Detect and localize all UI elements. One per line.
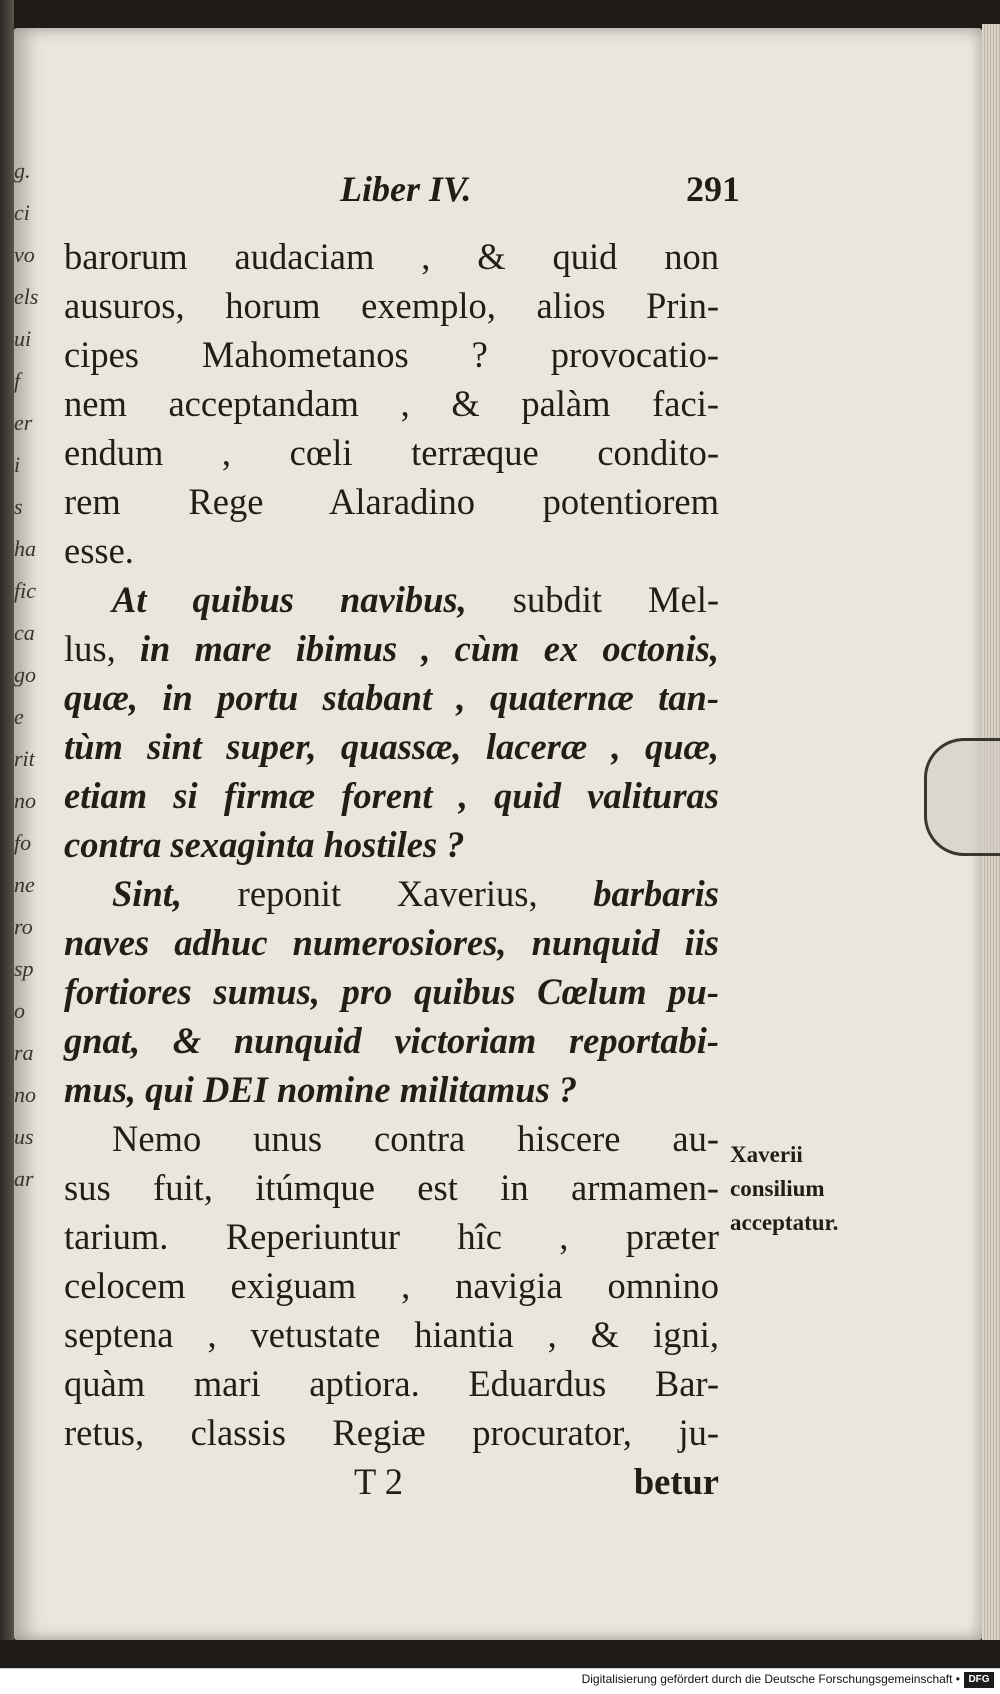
signature-line [64,1457,719,1506]
text-segment: reponit Xaverius, [182,873,594,914]
gutter-fragment: vo [14,242,35,267]
text-line [64,722,719,771]
text-line [64,575,719,624]
text-line [64,379,719,428]
text-line [64,330,719,379]
text-segment: Nemo unus contra hiscere au- [112,1118,719,1159]
text-segment: subdit Mel- [466,579,720,620]
text-segment: tarium. Reperiuntur hîc , præter [64,1216,719,1257]
text-segment: ausuros, horum exemplo, alios Prin- [64,285,719,326]
text-segment: septena , vetustate hiantia , & igni, [64,1314,719,1355]
catchword: betur [633,1461,719,1502]
funding-credit: Digitalisierung gefördert durch die Deutsche Forschungsgemeinschaft • [581,1672,960,1686]
bookmark-clip [924,738,1000,856]
text-segment: barorum audaciam , & quid non [64,236,719,277]
text-segment: nem acceptandam , & palàm faci- [64,383,719,424]
text-line [64,967,719,1016]
body-text [64,232,719,1506]
gutter-fragment: go [14,662,36,687]
text-segment: esse. [64,530,134,571]
italic-segment: tùm sint super, quassæ, laceræ , quæ, [64,726,719,767]
text-line [64,1359,719,1408]
marginal-note-line: acceptatur. [730,1210,839,1235]
text-segment: celocem exiguam , navigia omnino [64,1265,719,1306]
italic-segment: contra sexaginta hostiles ? [64,824,465,865]
text-line [64,526,719,575]
gutter-fragment: sp [14,956,34,981]
marginal-note-line: consilium [730,1176,825,1201]
text-line [64,1261,719,1310]
italic-segment: mus, qui DEI nomine militamus ? [64,1069,578,1110]
text-segment: endum , cœli terræque condito- [64,432,719,473]
gutter-fragment: er [14,410,33,435]
gutter-fragment: no [14,1082,36,1107]
gutter-fragment: rit [14,746,35,771]
italic-segment: naves adhuc numerosiores, nunquid iis [64,922,719,963]
gutter-fragment: i [14,452,21,477]
text-line [64,428,719,477]
text-line [64,1114,719,1163]
text-line [64,1065,719,1114]
gutter-fragment: ui [14,326,32,351]
gutter-fragment: ca [14,620,35,645]
text-segment: rem Rege Alaradino potentiorem [64,481,719,522]
gutter-fragment: f [14,368,21,393]
gutter-fragment: ci [14,200,30,225]
text-line [64,624,719,673]
marginal-note-line: Xaverii [730,1142,803,1167]
text-segment: sus fuit, itúmque est in armamen- [64,1167,719,1208]
text-line [64,1408,719,1457]
italic-segment: Sint, [112,873,183,914]
text-line [64,820,719,869]
italic-segment: gnat, & nunquid victoriam reportabi- [64,1020,719,1061]
facing-page-edge [0,0,14,1640]
text-line [64,869,719,918]
text-segment: cipes Mahometanos ? provocatio- [64,334,719,375]
text-line [64,281,719,330]
gutter-fragment: ne [14,872,35,897]
italic-segment: fortiores sumus, pro quibus Cœlum pu- [64,971,719,1012]
gutter-fragment: o [14,998,25,1023]
italic-segment: etiam si firmæ forent , quid valituras [64,775,719,816]
gutter-fragments [14,150,39,1200]
page-number: 291 [686,169,740,209]
text-segment: lus, [64,628,140,669]
text-line [64,477,719,526]
text-line [64,1016,719,1065]
text-segment: quàm mari aptiora. Eduardus Bar- [64,1363,719,1404]
gutter-fragment: e [14,704,24,729]
text-line [64,1310,719,1359]
gutter-fragment: els [14,284,39,309]
text-line [64,918,719,967]
gutter-fragment: no [14,788,36,813]
signature-mark: T 2 [354,1461,404,1502]
gutter-fragment: g. [14,158,31,183]
gutter-fragment: fic [14,578,36,603]
gutter-fragment: us [14,1124,34,1149]
dfg-logo: DFG [964,1672,994,1688]
italic-segment: barbaris [593,873,719,914]
footer-bar [0,1668,1000,1694]
text-line [64,673,719,722]
gutter-fragment: ha [14,536,36,561]
text-line [64,1212,719,1261]
italic-segment: At quibus navibus, [112,579,467,620]
marginal-note [730,1138,838,1240]
italic-segment: quæ, in portu stabant , quaternæ tan- [64,677,719,718]
text-line [64,771,719,820]
running-title: Liber IV. [340,169,472,209]
text-segment: retus, classis Regiæ procurator, ju- [64,1412,719,1453]
gutter-fragment: s [14,494,23,519]
gutter-fragment: ar [14,1166,34,1191]
text-line [64,1163,719,1212]
gutter-fragment: ro [14,914,33,939]
gutter-fragment: ra [14,1040,34,1065]
text-line [64,232,719,281]
gutter-fragment: fo [14,830,32,855]
italic-segment: in mare ibimus , cùm ex octonis, [139,628,719,669]
page-header [340,168,740,218]
